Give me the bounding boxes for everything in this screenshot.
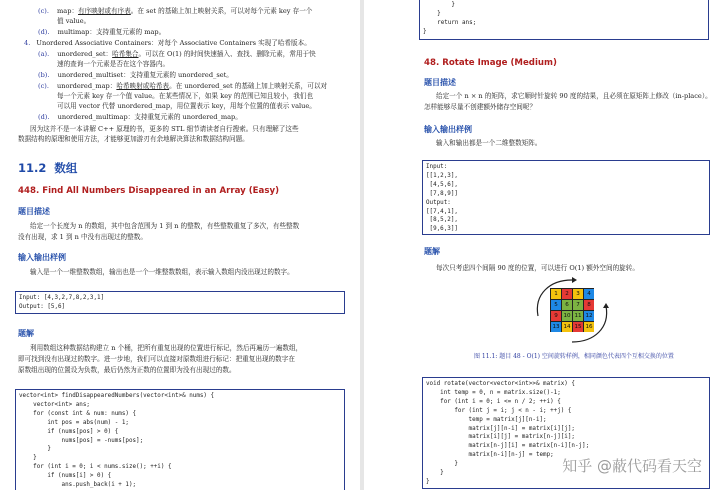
io-line: Output: (426, 199, 451, 206)
io-sample-box (422, 160, 710, 235)
io-heading: 输入输出样例 (18, 253, 66, 262)
list-item-unordered-map-cont1: 每一个元素 key 存一个值 value。在某些情况下，如果 key 的范围已知且较小，我们也 (57, 92, 314, 100)
watermark: 知乎 @蔽代码看天空 (562, 457, 702, 475)
code-block-continued (419, 0, 709, 40)
figure-caption: 图 11.1: 题目 48 - O(1) 空间旋转样例，相同颜色代表四个互相交换的位置 (474, 353, 674, 360)
io-line: [4,5,6], (426, 181, 458, 188)
io-sample-box (15, 291, 345, 314)
code-line: matrix[i][j] = matrix[n-j][i]; (426, 434, 575, 441)
matrix-cell: 13 (552, 324, 560, 330)
code-line: for (int j = i; j < n - i; ++j) { (426, 407, 572, 414)
list-item-unordered-map-cont2: 可以用 vector 代替 unordered_map，用位置表示 key，用每个位置的值表示 value。 (57, 102, 316, 110)
io-heading: 输入输出样例 (424, 125, 472, 134)
io-output-line: Output: [5,6] (19, 303, 66, 310)
description-line: 怎样能够尽量不创建额外储存空间呢？ (424, 103, 537, 111)
matrix-cell: 8 (584, 300, 594, 310)
code-line: for (const int & num: nums) { (19, 410, 137, 417)
rotation-figure (530, 276, 614, 346)
code-line: } (19, 455, 37, 462)
code-line: ans.push_back(i + 1); (19, 482, 137, 489)
code-block (15, 389, 345, 490)
list-item-unordered: 4. Unordered Associative Containers：对每个 Associative Containers 实现了哈希版本。 (24, 39, 311, 47)
solution-line: 原数组出现的位置设为负数，最后仍然为正数的位置即为没有出现过的数。 (18, 366, 236, 374)
matrix-cell: 7 (573, 300, 583, 310)
code-line: matrix[j][n-i] = matrix[i][j]; (426, 425, 575, 432)
code-line: int temp = 0, n = matrix.size()-1; (426, 389, 561, 396)
io-line: [7,8,9]] (426, 190, 458, 197)
matrix-cell: 16 (585, 324, 593, 330)
matrix-cell: 10 (563, 313, 571, 319)
code-line: int pos = abs(num) - 1; (19, 419, 129, 426)
hash-map-link[interactable]: 哈希映射或哈希表 (116, 82, 170, 90)
code-line: return ans; (423, 19, 477, 26)
list-item-unordered-map: (c). unordered_map：哈希映射或哈希表。在 unordered_set 的基础上加上映射关系，可以对 (38, 82, 328, 90)
solution-heading: 题解 (18, 329, 34, 338)
code-line: } (426, 478, 430, 485)
code-line: vector<int> findDisappearedNumbers(vector<int>& nums) { (19, 393, 215, 399)
io-line: [9,6,3]] (426, 226, 458, 233)
description-heading: 题目描述 (424, 78, 456, 87)
code-line: nums[pos] = -nums[pos]; (19, 437, 144, 444)
description-line: 没有出现，求 1 到 n 中没有出现过的整数。 (18, 233, 147, 241)
code-line: matrix[n-j][i] = matrix[n-i][n-j]; (426, 443, 590, 450)
io-line: [8,5,2], (426, 217, 458, 224)
matrix-cell: 9 (551, 311, 561, 321)
paragraph-line: 因为这并不是一本讲解 C++ 原理的书，更多的 STL 细节请读者自行搜索。只有理解了这些 (30, 125, 299, 133)
matrix-cell: 1 (551, 289, 561, 299)
solution-line: 每次只考虑四个间隔 90 度的位置，可以进行 O(1) 额外空间的旋转。 (436, 264, 639, 272)
list-item-unordered-multiset: (b). unordered_multiset：支持重复元素的 unordered_set。 (38, 71, 233, 79)
io-line: [[7,4,1], (426, 208, 458, 215)
solution-heading: 题解 (424, 247, 440, 256)
matrix-cell: 5 (551, 300, 561, 310)
code-line: } (426, 461, 458, 468)
io-line: Input: (426, 164, 448, 170)
matrix-cell: 2 (562, 289, 572, 299)
list-item-map: (c). map：有序映射或有序表。在 set 的基础上加上映射关系，可以对每个元素 key 存一个 (38, 7, 313, 15)
code-line: if (nums[pos] > 0) { (19, 428, 119, 435)
description-line: 给定一个长度为 n 的数组，其中包含范围为 1 到 n 的整数，有些整数重复了多次，有些整数 (30, 222, 300, 230)
code-line: for (int i = 0; i < nums.size(); ++i) { (19, 464, 172, 471)
list-item-unordered-multimap: (d). unordered_multimap：支持重复元素的 unordered_map。 (38, 113, 242, 121)
description-heading: 题目描述 (18, 207, 50, 216)
io-input-line: Input: [4,3,2,7,8,2,3,1] (19, 295, 105, 301)
list-item-map-cont: 值 value。 (57, 17, 91, 25)
right-page (364, 0, 720, 490)
solution-line: 即可找到没有出现过的数字。进一步地，我们可以直接对原数组进行标记：把重复出现的数字在 (18, 355, 295, 363)
paragraph-line: 数据结构的原理和使用方法，才能够更加游刃有余地解决算法和数据结构问题。 (18, 135, 249, 143)
matrix-cell: 12 (585, 313, 593, 319)
matrix-grid (550, 288, 594, 332)
section-heading: 11.2 数组 (18, 161, 78, 175)
io-description: 输入和输出都是一个二维整数矩阵。 (436, 139, 542, 147)
problem-title: 448. Find All Numbers Disappeared in an Array (Easy) (18, 186, 279, 196)
matrix-cell: 15 (574, 324, 582, 330)
code-line: temp = matrix[j][n-i]; (426, 416, 547, 423)
io-description: 输入是一个一维整数数组，输出也是一个一维整数数组，表示输入数组内没出现过的数字。 (30, 268, 294, 276)
hash-set-link[interactable]: 哈希集合 (112, 50, 139, 58)
list-item-multimap: (d). multimap：支持重复元素的 map。 (38, 28, 166, 36)
code-line: } (426, 470, 444, 477)
matrix-cell: 6 (562, 300, 572, 310)
code-line: vector<int> ans; (19, 401, 90, 408)
matrix-cell: 3 (573, 289, 583, 299)
problem-title: 48. Rotate Image (Medium) (424, 58, 557, 68)
map-link[interactable]: 有序映射或有序表 (78, 7, 131, 15)
code-line: } (423, 10, 441, 17)
matrix-cell: 4 (584, 289, 594, 299)
solution-line: 利用数组这种数据结构建立 n 个桶，把所有重复出现的位置进行标记，然后再遍历一遍数组， (30, 344, 303, 352)
code-line: } (19, 446, 51, 453)
matrix-cell: 11 (574, 313, 582, 319)
code-line: } (423, 28, 427, 35)
code-line: void rotate(vector<vector<int>>& matrix) { (426, 381, 575, 387)
code-line: for (int i = 0; i <= n / 2; ++i) { (426, 398, 561, 405)
description-line: 给定一个 n × n 的矩阵，求它顺时针旋转 90 度的结果，且必须在原矩阵上修改（in-place）。 (436, 92, 712, 100)
matrix-cell: 14 (563, 324, 571, 330)
code-line: } (423, 2, 455, 8)
code-line: if (nums[i] > 0) { (19, 473, 112, 480)
io-line: [[1,2,3], (426, 172, 458, 179)
list-item-unordered-set-cont: 速的查询一个元素是否在这个容器内。 (57, 60, 170, 68)
code-line: matrix[n-i][n-j] = temp; (426, 452, 554, 459)
list-item-unordered-set: (a). unordered_set：哈希集合。可以在 O(1) 的时间快速插入、查找、删除元素，常用于快 (38, 50, 316, 58)
